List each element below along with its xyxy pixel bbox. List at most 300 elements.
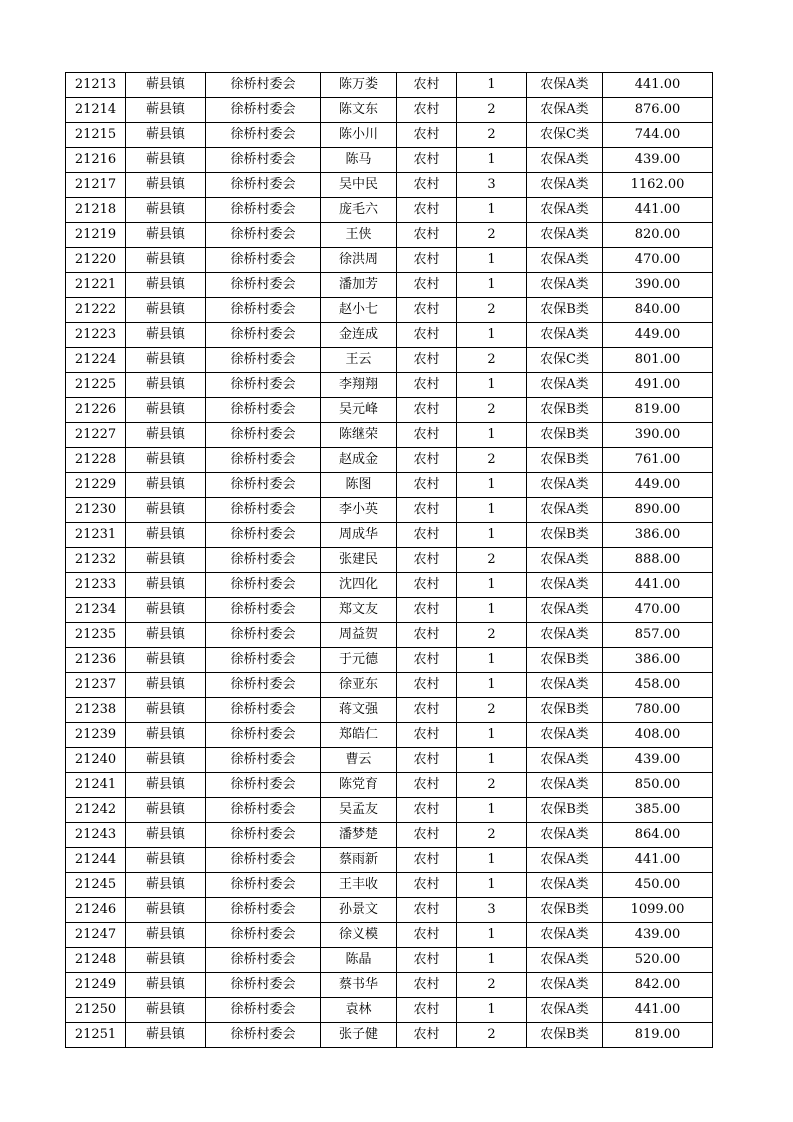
table-row	[66, 673, 713, 698]
table-row	[66, 548, 713, 573]
cell-id: 21219	[66, 223, 126, 248]
cell-village: 徐桥村委会	[206, 623, 321, 648]
cell-town: 蕲县镇	[126, 723, 206, 748]
cell-person-name: 曹云	[321, 748, 397, 773]
cell-town: 蕲县镇	[126, 923, 206, 948]
table-row	[66, 273, 713, 298]
cell-person-count: 1	[457, 673, 527, 698]
cell-residence-type: 农村	[397, 723, 457, 748]
cell-residence-type: 农村	[397, 298, 457, 323]
cell-residence-type: 农村	[397, 273, 457, 298]
cell-insurance-category: 农保B类	[527, 523, 603, 548]
cell-person-name: 蒋文强	[321, 698, 397, 723]
cell-id: 21241	[66, 773, 126, 798]
cell-person-count: 2	[457, 98, 527, 123]
cell-village: 徐桥村委会	[206, 523, 321, 548]
cell-town: 蕲县镇	[126, 473, 206, 498]
table-row	[66, 423, 713, 448]
cell-village: 徐桥村委会	[206, 598, 321, 623]
cell-insurance-category: 农保C类	[527, 348, 603, 373]
cell-id: 21221	[66, 273, 126, 298]
table-row	[66, 598, 713, 623]
cell-id: 21236	[66, 648, 126, 673]
table-row	[66, 898, 713, 923]
cell-amount: 439.00	[603, 148, 713, 173]
cell-residence-type: 农村	[397, 173, 457, 198]
cell-id: 21233	[66, 573, 126, 598]
cell-town: 蕲县镇	[126, 348, 206, 373]
cell-town: 蕲县镇	[126, 123, 206, 148]
cell-village: 徐桥村委会	[206, 673, 321, 698]
cell-person-name: 陈马	[321, 148, 397, 173]
cell-amount: 864.00	[603, 823, 713, 848]
cell-town: 蕲县镇	[126, 273, 206, 298]
cell-town: 蕲县镇	[126, 398, 206, 423]
cell-person-count: 1	[457, 148, 527, 173]
cell-person-name: 张子健	[321, 1023, 397, 1048]
cell-id: 21223	[66, 323, 126, 348]
cell-residence-type: 农村	[397, 623, 457, 648]
cell-amount: 819.00	[603, 1023, 713, 1048]
cell-residence-type: 农村	[397, 323, 457, 348]
cell-person-count: 1	[457, 498, 527, 523]
cell-id: 21246	[66, 898, 126, 923]
cell-person-name: 潘梦楚	[321, 823, 397, 848]
cell-id: 21213	[66, 73, 126, 98]
cell-village: 徐桥村委会	[206, 973, 321, 998]
cell-person-name: 陈晶	[321, 948, 397, 973]
cell-person-count: 1	[457, 598, 527, 623]
cell-residence-type: 农村	[397, 448, 457, 473]
cell-id: 21220	[66, 248, 126, 273]
cell-town: 蕲县镇	[126, 248, 206, 273]
cell-village: 徐桥村委会	[206, 473, 321, 498]
cell-insurance-category: 农保A类	[527, 323, 603, 348]
cell-residence-type: 农村	[397, 473, 457, 498]
cell-insurance-category: 农保A类	[527, 773, 603, 798]
cell-id: 21229	[66, 473, 126, 498]
table-row	[66, 373, 713, 398]
cell-person-name: 陈继荣	[321, 423, 397, 448]
cell-village: 徐桥村委会	[206, 773, 321, 798]
cell-person-count: 2	[457, 1023, 527, 1048]
cell-person-count: 1	[457, 523, 527, 548]
cell-residence-type: 农村	[397, 573, 457, 598]
cell-id: 21249	[66, 973, 126, 998]
cell-person-count: 3	[457, 898, 527, 923]
cell-id: 21231	[66, 523, 126, 548]
cell-amount: 390.00	[603, 273, 713, 298]
cell-village: 徐桥村委会	[206, 648, 321, 673]
cell-id: 21217	[66, 173, 126, 198]
cell-insurance-category: 农保C类	[527, 123, 603, 148]
cell-insurance-category: 农保A类	[527, 548, 603, 573]
cell-insurance-category: 农保A类	[527, 923, 603, 948]
cell-residence-type: 农村	[397, 423, 457, 448]
cell-id: 21239	[66, 723, 126, 748]
cell-amount: 780.00	[603, 698, 713, 723]
cell-residence-type: 农村	[397, 923, 457, 948]
cell-insurance-category: 农保A类	[527, 823, 603, 848]
cell-insurance-category: 农保A类	[527, 673, 603, 698]
cell-person-count: 1	[457, 273, 527, 298]
cell-insurance-category: 农保A类	[527, 598, 603, 623]
cell-town: 蕲县镇	[126, 598, 206, 623]
cell-residence-type: 农村	[397, 198, 457, 223]
cell-person-name: 王云	[321, 348, 397, 373]
cell-town: 蕲县镇	[126, 373, 206, 398]
table-row	[66, 398, 713, 423]
cell-person-count: 1	[457, 873, 527, 898]
cell-residence-type: 农村	[397, 398, 457, 423]
cell-person-count: 1	[457, 373, 527, 398]
cell-insurance-category: 农保A类	[527, 848, 603, 873]
table-row	[66, 173, 713, 198]
cell-person-count: 1	[457, 198, 527, 223]
cell-residence-type: 农村	[397, 523, 457, 548]
cell-residence-type: 农村	[397, 123, 457, 148]
table-row	[66, 873, 713, 898]
cell-id: 21216	[66, 148, 126, 173]
cell-amount: 441.00	[603, 198, 713, 223]
cell-residence-type: 农村	[397, 148, 457, 173]
cell-residence-type: 农村	[397, 898, 457, 923]
cell-village: 徐桥村委会	[206, 323, 321, 348]
cell-amount: 1162.00	[603, 173, 713, 198]
cell-amount: 441.00	[603, 73, 713, 98]
cell-person-count: 1	[457, 848, 527, 873]
cell-town: 蕲县镇	[126, 748, 206, 773]
cell-person-count: 2	[457, 773, 527, 798]
cell-amount: 1099.00	[603, 898, 713, 923]
cell-id: 21251	[66, 1023, 126, 1048]
cell-person-count: 1	[457, 748, 527, 773]
cell-person-count: 2	[457, 348, 527, 373]
cell-insurance-category: 农保A类	[527, 373, 603, 398]
cell-town: 蕲县镇	[126, 323, 206, 348]
cell-village: 徐桥村委会	[206, 398, 321, 423]
cell-residence-type: 农村	[397, 498, 457, 523]
cell-insurance-category: 农保A类	[527, 973, 603, 998]
table-row	[66, 698, 713, 723]
cell-residence-type: 农村	[397, 973, 457, 998]
cell-insurance-category: 农保A类	[527, 273, 603, 298]
cell-insurance-category: 农保A类	[527, 748, 603, 773]
cell-town: 蕲县镇	[126, 73, 206, 98]
cell-village: 徐桥村委会	[206, 823, 321, 848]
cell-amount: 470.00	[603, 248, 713, 273]
cell-amount: 386.00	[603, 523, 713, 548]
cell-residence-type: 农村	[397, 348, 457, 373]
cell-id: 21215	[66, 123, 126, 148]
cell-amount: 761.00	[603, 448, 713, 473]
table-row	[66, 298, 713, 323]
cell-residence-type: 农村	[397, 98, 457, 123]
cell-insurance-category: 农保B类	[527, 1023, 603, 1048]
cell-id: 21248	[66, 948, 126, 973]
cell-insurance-category: 农保A类	[527, 198, 603, 223]
cell-person-count: 2	[457, 398, 527, 423]
cell-amount: 385.00	[603, 798, 713, 823]
cell-village: 徐桥村委会	[206, 948, 321, 973]
cell-insurance-category: 农保A类	[527, 73, 603, 98]
cell-town: 蕲县镇	[126, 223, 206, 248]
cell-residence-type: 农村	[397, 1023, 457, 1048]
cell-id: 21232	[66, 548, 126, 573]
cell-person-name: 庞毛六	[321, 198, 397, 223]
cell-amount: 801.00	[603, 348, 713, 373]
cell-person-count: 1	[457, 323, 527, 348]
cell-insurance-category: 农保B类	[527, 448, 603, 473]
cell-amount: 449.00	[603, 473, 713, 498]
table-row	[66, 748, 713, 773]
cell-insurance-category: 农保A类	[527, 223, 603, 248]
cell-village: 徐桥村委会	[206, 148, 321, 173]
cell-village: 徐桥村委会	[206, 373, 321, 398]
cell-residence-type: 农村	[397, 223, 457, 248]
cell-person-name: 陈图	[321, 473, 397, 498]
cell-id: 21214	[66, 98, 126, 123]
table-row	[66, 498, 713, 523]
cell-id: 21225	[66, 373, 126, 398]
cell-person-count: 2	[457, 973, 527, 998]
cell-village: 徐桥村委会	[206, 73, 321, 98]
table-row	[66, 73, 713, 98]
cell-person-count: 1	[457, 798, 527, 823]
cell-amount: 491.00	[603, 373, 713, 398]
cell-town: 蕲县镇	[126, 698, 206, 723]
cell-insurance-category: 农保A类	[527, 248, 603, 273]
cell-residence-type: 农村	[397, 798, 457, 823]
cell-amount: 439.00	[603, 748, 713, 773]
cell-amount: 857.00	[603, 623, 713, 648]
cell-town: 蕲县镇	[126, 523, 206, 548]
cell-amount: 888.00	[603, 548, 713, 573]
cell-insurance-category: 农保A类	[527, 873, 603, 898]
table-row	[66, 198, 713, 223]
table-row	[66, 973, 713, 998]
table-row	[66, 148, 713, 173]
cell-town: 蕲县镇	[126, 148, 206, 173]
cell-person-name: 郑皓仁	[321, 723, 397, 748]
cell-insurance-category: 农保A类	[527, 98, 603, 123]
cell-town: 蕲县镇	[126, 548, 206, 573]
cell-id: 21222	[66, 298, 126, 323]
cell-id: 21228	[66, 448, 126, 473]
cell-person-name: 张建民	[321, 548, 397, 573]
cell-residence-type: 农村	[397, 598, 457, 623]
cell-insurance-category: 农保A类	[527, 998, 603, 1023]
cell-amount: 408.00	[603, 723, 713, 748]
cell-town: 蕲县镇	[126, 298, 206, 323]
cell-id: 21247	[66, 923, 126, 948]
cell-person-count: 1	[457, 648, 527, 673]
cell-amount: 450.00	[603, 873, 713, 898]
cell-person-name: 蔡书华	[321, 973, 397, 998]
cell-person-name: 金连成	[321, 323, 397, 348]
cell-person-name: 王丰收	[321, 873, 397, 898]
cell-town: 蕲县镇	[126, 1023, 206, 1048]
cell-village: 徐桥村委会	[206, 223, 321, 248]
cell-amount: 890.00	[603, 498, 713, 523]
cell-residence-type: 农村	[397, 73, 457, 98]
cell-person-name: 郑文友	[321, 598, 397, 623]
cell-village: 徐桥村委会	[206, 998, 321, 1023]
cell-village: 徐桥村委会	[206, 423, 321, 448]
cell-person-count: 1	[457, 573, 527, 598]
cell-town: 蕲县镇	[126, 848, 206, 873]
cell-insurance-category: 农保B类	[527, 698, 603, 723]
cell-village: 徐桥村委会	[206, 798, 321, 823]
cell-person-name: 孙景文	[321, 898, 397, 923]
cell-village: 徐桥村委会	[206, 298, 321, 323]
cell-id: 21227	[66, 423, 126, 448]
cell-id: 21224	[66, 348, 126, 373]
cell-person-name: 吴中民	[321, 173, 397, 198]
cell-residence-type: 农村	[397, 248, 457, 273]
cell-insurance-category: 农保A类	[527, 623, 603, 648]
cell-residence-type: 农村	[397, 548, 457, 573]
cell-insurance-category: 农保A类	[527, 473, 603, 498]
table-row	[66, 523, 713, 548]
cell-person-count: 2	[457, 298, 527, 323]
cell-residence-type: 农村	[397, 673, 457, 698]
cell-person-count: 1	[457, 73, 527, 98]
cell-village: 徐桥村委会	[206, 923, 321, 948]
cell-village: 徐桥村委会	[206, 198, 321, 223]
cell-id: 21235	[66, 623, 126, 648]
cell-village: 徐桥村委会	[206, 1023, 321, 1048]
cell-village: 徐桥村委会	[206, 173, 321, 198]
cell-person-name: 蔡雨新	[321, 848, 397, 873]
cell-residence-type: 农村	[397, 998, 457, 1023]
table-row	[66, 573, 713, 598]
cell-village: 徐桥村委会	[206, 123, 321, 148]
cell-person-count: 2	[457, 123, 527, 148]
cell-amount: 441.00	[603, 998, 713, 1023]
cell-town: 蕲县镇	[126, 948, 206, 973]
cell-person-name: 王侠	[321, 223, 397, 248]
cell-residence-type: 农村	[397, 873, 457, 898]
cell-amount: 390.00	[603, 423, 713, 448]
cell-town: 蕲县镇	[126, 573, 206, 598]
cell-id: 21218	[66, 198, 126, 223]
cell-amount: 842.00	[603, 973, 713, 998]
cell-village: 徐桥村委会	[206, 848, 321, 873]
cell-person-count: 2	[457, 548, 527, 573]
table-row	[66, 348, 713, 373]
cell-person-count: 1	[457, 723, 527, 748]
cell-person-count: 2	[457, 623, 527, 648]
table-row	[66, 923, 713, 948]
cell-person-name: 陈小川	[321, 123, 397, 148]
cell-amount: 840.00	[603, 298, 713, 323]
cell-person-count: 1	[457, 923, 527, 948]
cell-village: 徐桥村委会	[206, 723, 321, 748]
cell-person-name: 周成华	[321, 523, 397, 548]
cell-person-name: 陈万娄	[321, 73, 397, 98]
cell-town: 蕲县镇	[126, 998, 206, 1023]
cell-person-name: 徐亚东	[321, 673, 397, 698]
cell-town: 蕲县镇	[126, 898, 206, 923]
cell-person-name: 于元德	[321, 648, 397, 673]
cell-amount: 876.00	[603, 98, 713, 123]
cell-amount: 449.00	[603, 323, 713, 348]
cell-residence-type: 农村	[397, 698, 457, 723]
cell-person-name: 李翔翔	[321, 373, 397, 398]
cell-id: 21237	[66, 673, 126, 698]
cell-id: 21234	[66, 598, 126, 623]
cell-town: 蕲县镇	[126, 623, 206, 648]
table-row	[66, 623, 713, 648]
cell-person-name: 徐义模	[321, 923, 397, 948]
cell-person-name: 陈党育	[321, 773, 397, 798]
table-row	[66, 948, 713, 973]
cell-person-name: 潘加芳	[321, 273, 397, 298]
cell-insurance-category: 农保A类	[527, 573, 603, 598]
cell-insurance-category: 农保A类	[527, 498, 603, 523]
cell-amount: 744.00	[603, 123, 713, 148]
cell-person-name: 袁林	[321, 998, 397, 1023]
cell-insurance-category: 农保B类	[527, 648, 603, 673]
cell-town: 蕲县镇	[126, 873, 206, 898]
cell-amount: 820.00	[603, 223, 713, 248]
cell-person-name: 陈文东	[321, 98, 397, 123]
cell-residence-type: 农村	[397, 823, 457, 848]
cell-id: 21242	[66, 798, 126, 823]
cell-village: 徐桥村委会	[206, 698, 321, 723]
cell-id: 21243	[66, 823, 126, 848]
cell-village: 徐桥村委会	[206, 898, 321, 923]
table-row	[66, 1023, 713, 1048]
cell-residence-type: 农村	[397, 373, 457, 398]
cell-id: 21230	[66, 498, 126, 523]
cell-town: 蕲县镇	[126, 973, 206, 998]
cell-village: 徐桥村委会	[206, 573, 321, 598]
cell-residence-type: 农村	[397, 648, 457, 673]
cell-amount: 441.00	[603, 848, 713, 873]
cell-person-count: 2	[457, 823, 527, 848]
cell-insurance-category: 农保A类	[527, 148, 603, 173]
table-row	[66, 848, 713, 873]
cell-town: 蕲县镇	[126, 673, 206, 698]
table-row	[66, 823, 713, 848]
table-row	[66, 473, 713, 498]
cell-person-count: 1	[457, 423, 527, 448]
table-row	[66, 323, 713, 348]
cell-person-count: 1	[457, 248, 527, 273]
records-table	[65, 72, 713, 1048]
cell-id: 21245	[66, 873, 126, 898]
cell-village: 徐桥村委会	[206, 498, 321, 523]
cell-amount: 439.00	[603, 923, 713, 948]
table-row	[66, 798, 713, 823]
cell-town: 蕲县镇	[126, 198, 206, 223]
cell-amount: 819.00	[603, 398, 713, 423]
cell-residence-type: 农村	[397, 848, 457, 873]
cell-insurance-category: 农保B类	[527, 798, 603, 823]
cell-village: 徐桥村委会	[206, 248, 321, 273]
cell-insurance-category: 农保A类	[527, 948, 603, 973]
table-row	[66, 773, 713, 798]
cell-insurance-category: 农保B类	[527, 298, 603, 323]
table-row	[66, 248, 713, 273]
cell-insurance-category: 农保A类	[527, 173, 603, 198]
cell-town: 蕲县镇	[126, 173, 206, 198]
cell-town: 蕲县镇	[126, 498, 206, 523]
cell-village: 徐桥村委会	[206, 98, 321, 123]
cell-amount: 470.00	[603, 598, 713, 623]
